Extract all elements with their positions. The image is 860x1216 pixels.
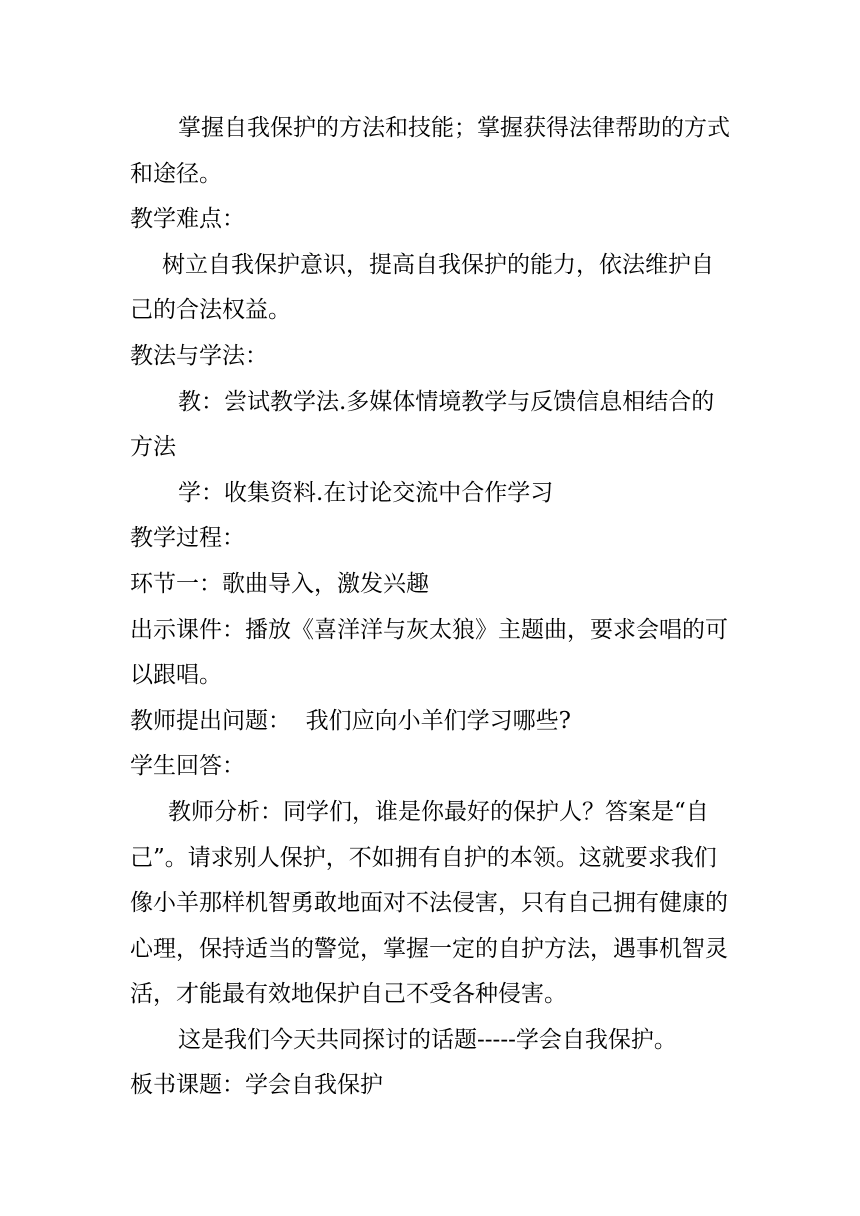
section-one-heading: 环节一：歌曲导入，激发兴趣: [130, 570, 429, 597]
teacher-question-paragraph: 教师提出问题： 我们应向小羊们学习哪些?: [130, 707, 571, 734]
learning-method-paragraph: 学：收集资料.在讨论交流中合作学习: [178, 479, 554, 506]
objective-paragraph: 掌握自我保护的方法和技能；掌握获得法律帮助的方式和途径。: [130, 115, 730, 187]
difficulties-paragraph: 树立自我保护意识，提高自我保护的能力，依法维护自己的合法权益。: [130, 251, 714, 324]
board-title-paragraph: 板书课题：学会自我保护: [130, 1072, 383, 1099]
heading-difficulties: 教学难点：: [130, 206, 245, 233]
courseware-paragraph: 出示课件：播放《喜洋洋与灰太狼》主题曲，要求会唱的可以跟唱。: [130, 616, 728, 689]
topic-intro-paragraph: 这是我们今天共同探讨的话题-----学会自我保护。: [178, 1026, 677, 1053]
teaching-method-paragraph: 教：尝试教学法.多媒体情境教学与反馈信息相结合的方法: [130, 388, 715, 461]
student-answer-label: 学生回答：: [130, 753, 245, 780]
heading-methods: 教法与学法：: [130, 342, 268, 369]
document-body: [130, 106, 734, 1109]
teacher-analysis-paragraph: 教师分析：同学们，谁是你最好的保护人？答案是“自己”。请求别人保护，不如拥有自护的本领。这就要求我们像小羊那样机智勇敢地面对不法侵害，只有自己拥有健康的心理，保持适当的警觉，掌握一定的自护方法，遇事机智灵活，才能最有效地保护自己不受各种侵害。: [130, 798, 728, 1008]
heading-process: 教学过程：: [130, 525, 245, 552]
